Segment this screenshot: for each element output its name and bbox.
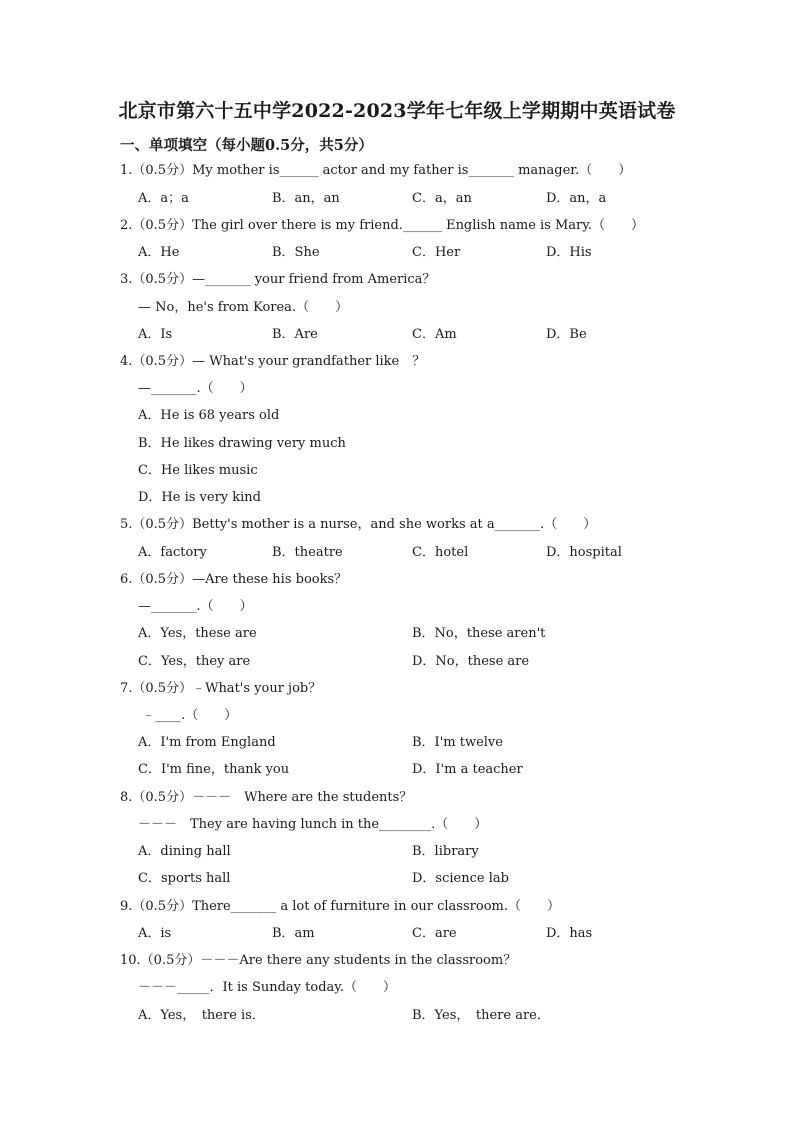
question-6-stem: 6.（0.5分）—Are these his books？	[120, 572, 348, 587]
question-3-stem: 3.（0.5分）—_______ your friend from America？	[120, 272, 436, 287]
question-6-option-a[interactable]: A．Yes，these are	[138, 626, 257, 641]
question-4-reply: —_______.（ ）	[138, 381, 253, 396]
question-4-option-a[interactable]: A．He is 68 years old	[138, 408, 280, 423]
question-3-reply: — No，he's from Korea.（ ）	[138, 300, 349, 315]
question-3-option-c[interactable]: C．Am	[412, 327, 457, 342]
question-8-option-d[interactable]: D．science lab	[412, 871, 509, 886]
question-2-option-b[interactable]: B．She	[272, 245, 320, 260]
question-6-option-b[interactable]: B．No，these aren't	[412, 626, 546, 641]
question-3-option-b[interactable]: B．Are	[272, 327, 318, 342]
question-5-option-a[interactable]: A．factory	[138, 545, 207, 560]
question-5-option-d[interactable]: D．hospital	[546, 545, 622, 560]
question-6-option-c[interactable]: C．Yes，they are	[138, 654, 251, 669]
question-5-stem: 5.（0.5分）Betty's mother is a nurse，and she works at a_______.（ ）	[120, 517, 597, 532]
question-5-option-b[interactable]: B．theatre	[272, 545, 343, 560]
question-9-option-c[interactable]: C．are	[412, 926, 457, 941]
question-6-option-d[interactable]: D．No，these are	[412, 654, 530, 669]
question-4-stem: 4.（0.5分）— What's your grandfather like ？	[120, 354, 426, 369]
question-7-option-d[interactable]: D．I'm a teacher	[412, 762, 523, 777]
question-9-option-b[interactable]: B．am	[272, 926, 315, 941]
question-8-option-c[interactable]: C．sports hall	[138, 871, 231, 886]
question-5-option-c[interactable]: C．hotel	[412, 545, 469, 560]
question-4-option-c[interactable]: C．He likes music	[138, 463, 258, 478]
question-9-stem: 9.（0.5分）There_______ a lot of furniture in our classroom.（ ）	[120, 899, 560, 914]
question-1-option-d[interactable]: D．an，a	[546, 191, 607, 206]
question-4-option-d[interactable]: D．He is very kind	[138, 490, 262, 505]
question-3-option-d[interactable]: D．Be	[546, 327, 587, 342]
question-10-option-a[interactable]: A．Yes， there is．	[138, 1008, 265, 1023]
question-7-option-b[interactable]: B．I'm twelve	[412, 735, 503, 750]
question-10-reply: －－－_____．It is Sunday today.（ ）	[138, 980, 397, 995]
question-7-reply: ﹣____.（ ）	[138, 708, 238, 723]
question-8-stem: 8.（0.5分）－－－ Where are the students？	[120, 790, 413, 805]
question-7-option-a[interactable]: A．I'm from England	[138, 735, 276, 750]
question-4-option-b[interactable]: B．He likes drawing very much	[138, 436, 346, 451]
exam-title: 北京市第六十五中学2022-2023学年七年级上学期期中英语试卷	[118, 100, 676, 122]
section-heading: 一、单项填空（每小题0.5分，共5分）	[120, 137, 373, 154]
question-9-option-d[interactable]: D．has	[546, 926, 593, 941]
question-2-stem: 2.（0.5分）The girl over there is my friend.______ English name is Mary.（ ）	[120, 218, 645, 233]
question-10-option-b[interactable]: B．Yes， there are．	[412, 1008, 550, 1023]
question-7-option-c[interactable]: C．I'm fine，thank you	[138, 762, 290, 777]
question-3-option-a[interactable]: A．Is	[138, 327, 173, 342]
question-2-option-c[interactable]: C．Her	[412, 245, 461, 260]
question-9-option-a[interactable]: A．is	[138, 926, 172, 941]
question-1-stem: 1.（0.5分）My mother is______ actor and my father is_______ manager.（ ）	[120, 163, 632, 178]
question-1-option-a[interactable]: A．a；a	[138, 191, 189, 206]
question-1-option-b[interactable]: B．an，an	[272, 191, 340, 206]
question-10-stem: 10.（0.5分）－－－Are there any students in the classroom？	[120, 953, 517, 968]
question-1-option-c[interactable]: C．a，an	[412, 191, 472, 206]
question-7-stem: 7.（0.5分）﹣What's your job？	[120, 681, 322, 696]
question-2-option-d[interactable]: D．His	[546, 245, 592, 260]
question-8-reply: －－－ They are having lunch in the________.（ ）	[138, 817, 488, 832]
question-6-reply: —_______.（ ）	[138, 599, 253, 614]
question-2-option-a[interactable]: A．He	[138, 245, 180, 260]
question-8-option-b[interactable]: B．library	[412, 844, 479, 859]
question-8-option-a[interactable]: A．dining hall	[138, 844, 231, 859]
